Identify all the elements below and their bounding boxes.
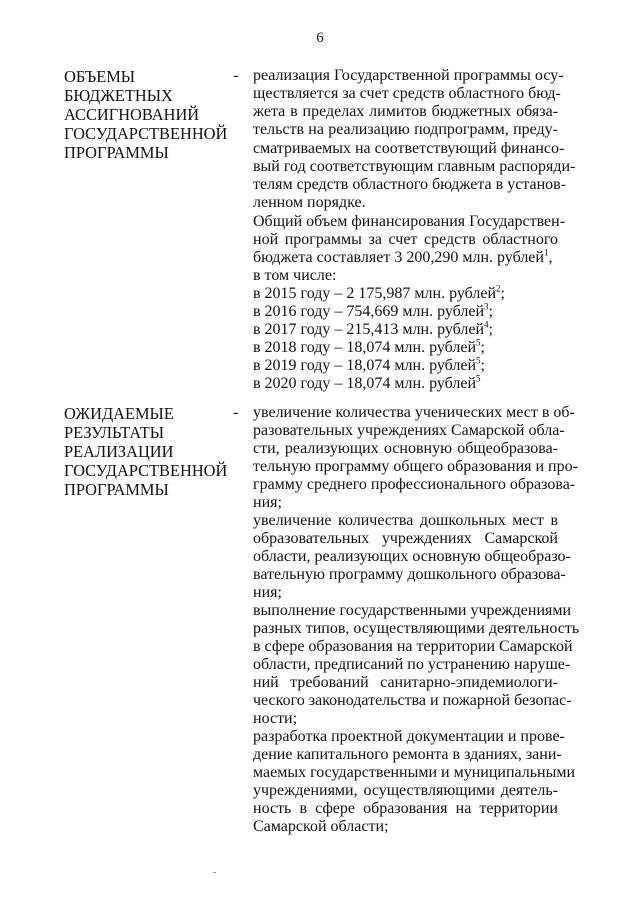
heading-line: ПРОГРАММЫ <box>64 143 169 162</box>
heading-line: ГОСУДАРСТВЕННОЙ <box>64 124 228 143</box>
text-line: ческого законодательства и пожарной безопас- <box>253 692 572 709</box>
line-tail: ; <box>480 357 485 374</box>
text-line: в сфере образования на территории Самарской <box>253 638 573 655</box>
year-text: в 2020 году – 18,074 млн. рублей <box>253 375 477 392</box>
text-line: тельств на реализацию подпрограмм, преду- <box>253 121 558 138</box>
text-line: разработка проектной документации и прове- <box>253 728 565 745</box>
line-tail: ; <box>488 303 493 320</box>
page-number: 6 <box>316 30 324 46</box>
total-amount-text: бюджета составляет 3 200,290 млн. рублей <box>253 249 544 266</box>
footnote-ref: 5 <box>476 337 481 348</box>
text-line: ния; <box>253 584 282 601</box>
list-dash: - <box>233 67 239 84</box>
text-line: области, реализующих основную общеобразо- <box>253 548 571 565</box>
text-line: образовательных учреждениях Самарской <box>253 530 558 547</box>
text-line: сти, реализующих основную общеобразова- <box>253 440 558 457</box>
year-line <box>253 285 505 303</box>
text-line: ния; <box>253 494 282 511</box>
text-line: Общий объем финансирования Государствен- <box>253 213 566 230</box>
footnote-ref: 5 <box>476 355 481 366</box>
text-line: увеличение количества дошкольных мест в <box>253 512 558 529</box>
year-text: в 2016 году – 754,669 млн. рублей <box>253 303 485 320</box>
text-line: разных типов, осуществляющими деятельность <box>253 620 580 637</box>
text-line: в том числе: <box>253 267 337 284</box>
line-tail: , <box>548 249 553 266</box>
line-tail: ; <box>488 321 493 338</box>
year-line <box>253 339 485 357</box>
heading-line: АССИГНОВАНИЙ <box>64 105 200 124</box>
heading-line: ПРОГРАММЫ <box>64 480 169 499</box>
text-line: вательную программу дошкольного образова- <box>253 566 566 583</box>
footnote-ref: 5 <box>476 373 481 384</box>
text-line: грамму среднего профессионального образова- <box>253 476 576 493</box>
year-text: в 2018 году – 18,074 млн. рублей <box>253 339 477 356</box>
footnote-ref: 3 <box>484 301 489 312</box>
text-line: Самарской области; <box>253 818 389 835</box>
text-line: ность в сфере образования на территории <box>253 800 558 817</box>
text-line: жета в пределах лимитов бюджетных обяза- <box>253 103 558 120</box>
text-line: реализация Государственной программы осу- <box>253 67 564 84</box>
list-dash: - <box>233 404 239 421</box>
footnote-ref: 1 <box>543 247 549 258</box>
text-line: вый год соответствующим главным распоряди- <box>253 158 576 175</box>
footnote-ref: 4 <box>484 319 489 330</box>
text-line: ности; <box>253 710 298 727</box>
text-line: ленном порядке. <box>253 194 366 211</box>
text-line: ний требований санитарно-эпидемиологи- <box>253 674 558 691</box>
text-line: дение капитального ремонта в зданиях, зани- <box>253 746 562 763</box>
footnote-ref: 2 <box>496 283 501 294</box>
year-line <box>253 375 481 393</box>
heading-line: ОЖИДАЕМЫЕ <box>64 404 174 423</box>
year-text: в 2015 году – 2 175,987 млн. рублей <box>253 285 497 302</box>
total-amount-line <box>253 249 552 267</box>
heading-line: РЕАЛИЗАЦИИ <box>64 442 174 461</box>
year-line <box>253 321 493 339</box>
heading-line: ГОСУДАРСТВЕННОЙ <box>64 461 228 480</box>
year-text: в 2017 году – 215,413 млн. рублей <box>253 321 485 338</box>
scan-mark <box>213 872 216 873</box>
text-line: ной программы за счет средств областного <box>253 231 558 248</box>
text-line: тельную программу общего образования и про- <box>253 458 578 475</box>
text-line: ществляется за счет средств областного бюд- <box>253 85 561 102</box>
section-heading-budget <box>64 67 228 162</box>
heading-line: БЮДЖЕТНЫХ <box>64 86 173 105</box>
text-line: телям средств областного бюджета в установ- <box>253 176 567 193</box>
text-line: области, предписаний по устранению наруше- <box>253 656 571 673</box>
heading-line: РЕЗУЛЬТАТЫ <box>64 423 165 442</box>
text-line: учреждениями, осуществляющими деятель- <box>253 782 558 799</box>
text-line: сматриваемых на соответствующий финансо- <box>253 140 565 157</box>
line-tail: ; <box>500 285 505 302</box>
text-line: маемых государственными и муниципальными <box>253 764 576 781</box>
text-line: разовательных учреждениях Самарской обла- <box>253 422 565 439</box>
year-line <box>253 357 485 375</box>
line-tail: ; <box>480 339 485 356</box>
heading-line: ОБЪЕМЫ <box>64 67 136 86</box>
text-line: увеличение количества ученических мест в об- <box>253 404 575 421</box>
text-line: выполнение государственными учреждениями <box>253 602 572 619</box>
year-line <box>253 303 493 321</box>
year-text: в 2019 году – 18,074 млн. рублей <box>253 357 477 374</box>
section-heading-results <box>64 404 228 499</box>
